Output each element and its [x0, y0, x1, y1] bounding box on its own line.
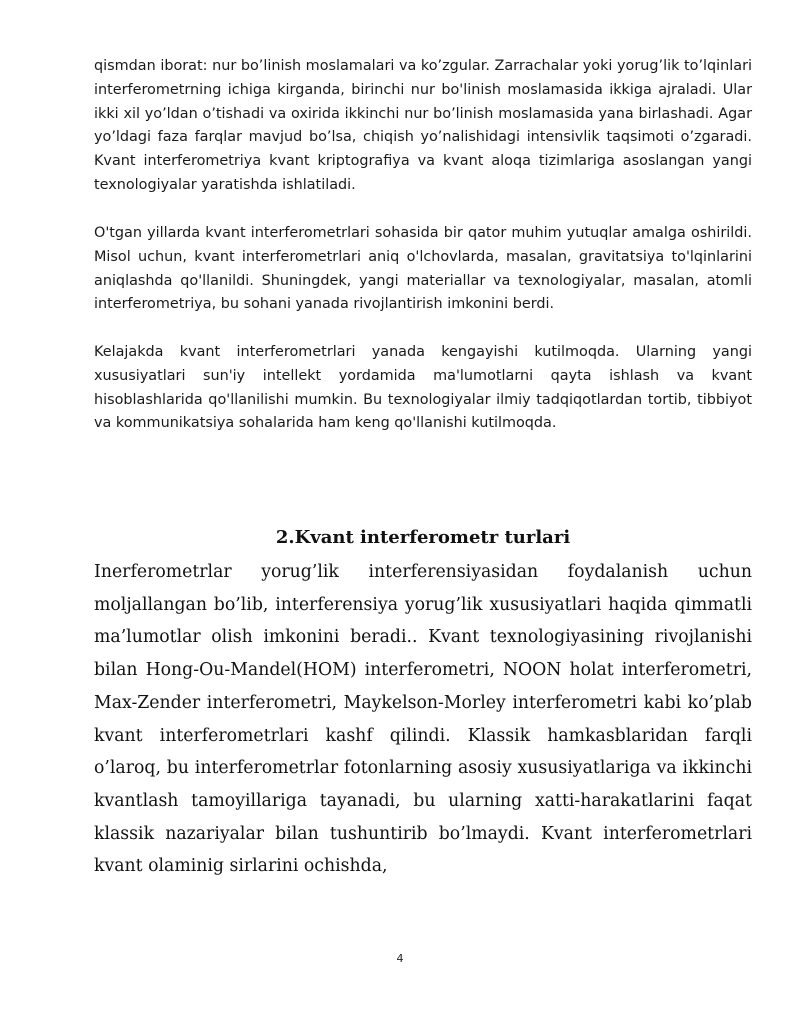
page-number: 4 — [396, 952, 404, 965]
paragraph-future-outlook: Kelajakda kvant interferometrlari yanada kengayishi kutilmoqda. Ularning yangi xususiyatlari sun'iy intellekt yordamida ma'lumotlarni qayta ishlash va kvant hisoblashlarida qo'llanilishi mumkin. Bu texnologiyalar ilmiy tadqiqotlardan tortib, tibbiyot va kommunikatsiya sohalarida ham keng qo'llanishi kutilmoqda. — [94, 344, 752, 432]
section-heading: 2.Kvant interferometr turlari — [275, 527, 571, 548]
paragraph-recent-achievements: O'tgan yillarda kvant interferometrlari sohasida bir qator muhim yutuqlar amalga oshirildi. Misol uchun, kvant interferometrlari aniq o'lchovlarda, masalan, gravitatsiya to'lqinlarini aniqlashda qo'llanildi. Shuningdek, yangi materiallar va texnologiyalar, masalan, atomli interferometriya, bu sohani yanada rivojlantirish imkonini berdi. — [94, 225, 752, 313]
paragraph-interferometer-structure: qismdan iborat: nur bo’linish moslamalari va ko’zgular. Zarrachalar yoki yorug’lik to’lqinlari interferometrning ichiga kirganda, birinchi nur bo'linish moslamasida ikkiga ajraladi. Ular ikki xil yo’ldan o’tishadi va oxirida ikkinchi nur bo’linish moslamasida yana birlashadi. Agar yo’ldagi faza farqlar mavjud bo’lsa, chiqish yo’nalishidagi intensivlik taqsimoti o’zgaradi. Kvant interferometriya kvant kriptografiya va kvant aloqa tizimlariga asoslangan yangi texnologiyalar yaratishda ishlatiladi. — [94, 58, 752, 193]
section-body-paragraph: Inerferometrlar yorug’lik interferensiyasidan foydalanish uchun moljallangan bo’lib, interferensiya yorug’lik xususiyatlari haqida qimmatli ma’lumotlar olish imkonini beradi.. Kvant texnologiyasining rivojlanishi bilan Hong-Ou-Mandel(HOM) interferometri, NOON holat interferometri, Max-Zender interferometri, Maykelson-Morley interferometri kabi ko’plab kvant interferometrlari kashf qilindi. Klassik hamkasblaridan farqli o’laroq, bu interferometrlar fotonlarning asosiy xususiyatlariga va ikkinchi kvantlash tamoyillariga tayanadi, bu ularning xatti-harakatlarini faqat klassik nazariyalar bilan tushuntirib bo’lmaydi. Kvant interferometrlari kvant olaminig sirlarini ochishda, — [94, 562, 752, 877]
